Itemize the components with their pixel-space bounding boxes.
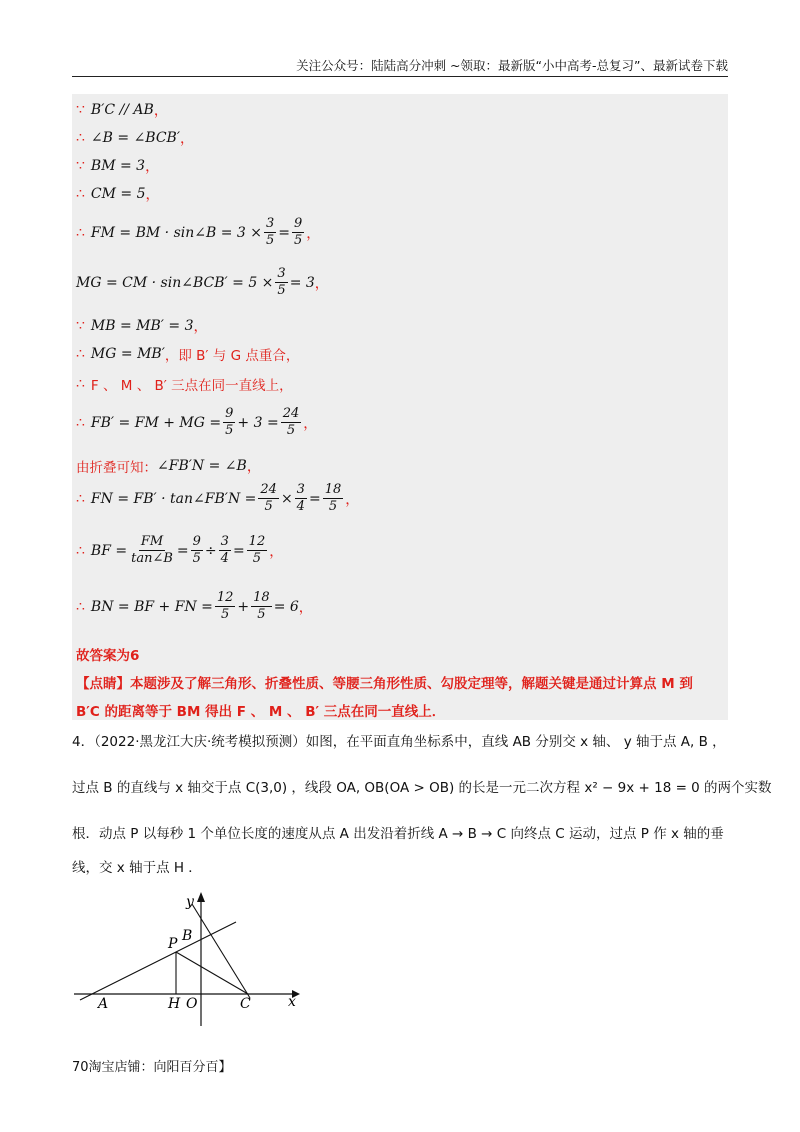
label-c: C [240, 996, 251, 1012]
solution-line-2 [76, 128, 194, 148]
solution-line-6 [76, 266, 329, 299]
therefore-symbol: ∴ [76, 376, 85, 392]
solution-panel [72, 94, 728, 720]
fraction: $\frac{12}{5}$ [248, 534, 266, 566]
key-point-line-2: B′C 的距离等于 BM 得出 F 、 M 、 B′ 三点在同一直线上． [76, 704, 446, 720]
fraction: $\frac{3}{4}$ [220, 534, 229, 566]
fraction: $\frac{FM}{\tan\angle B}$ [131, 534, 173, 566]
math-expression: + 3 = [237, 414, 279, 431]
label-y: y [186, 894, 194, 910]
fraction: $\frac{24}{5}$ [282, 406, 300, 438]
label-b: B [182, 928, 193, 944]
problem-line-4: 线，交 x 轴于点 H ． [72, 860, 202, 876]
punctuation: ， [193, 319, 208, 335]
equals-sign: = [308, 490, 321, 507]
fraction: $\frac{18}{5}$ [324, 482, 342, 514]
math-expression: ÷ [204, 542, 217, 559]
math-expression: B′C // AB [90, 102, 154, 118]
math-expression: + [237, 598, 250, 615]
punctuation: ， [306, 225, 321, 242]
equals-sign: = [232, 542, 245, 559]
explanation-text: ，即 B′ 与 G 点重合， [164, 348, 300, 364]
explanation-text: F 、 M 、 B′ 三点在同一直线上， [90, 378, 293, 394]
equals-sign: = [176, 542, 189, 559]
math-expression: MG = MB′ [90, 346, 165, 362]
answer-line: 故答案为6 [76, 648, 140, 664]
math-expression: BN = BF + FN = [90, 598, 213, 615]
problem-line-3: 根．动点 P 以每秒 1 个单位长度的速度从点 A 出发沿着折线 A → B → C 向终点 C 运动，过点 P 作 x 轴的垂 [72, 826, 724, 842]
because-symbol: ∵ [76, 158, 85, 174]
math-expression: = 3 [289, 274, 315, 291]
fraction: $\frac{9}{5}$ [294, 216, 303, 248]
math-expression: = 6 [273, 598, 299, 615]
because-symbol: ∵ [76, 318, 85, 334]
therefore-symbol: ∴ [76, 542, 85, 559]
fraction: $\frac{3}{5}$ [277, 266, 286, 298]
math-expression: ∠FB′N = ∠B [157, 458, 247, 474]
key-point-line-1: 【点睛】本题涉及了解三角形、折叠性质、等腰三角形性质、勾股定理等，解题关键是通过计算点 M 到 [76, 676, 693, 692]
math-expression: FN = FB′ · tan∠FB′N = [90, 490, 257, 507]
explanation-text: 由折叠可知： [76, 460, 157, 476]
punctuation: ， [246, 459, 261, 475]
math-expression: FM = BM · sin∠B = 3 × [90, 224, 262, 241]
punctuation: ， [303, 415, 318, 432]
math-expression: ∠B = ∠BCB′ [90, 130, 181, 146]
page-footer: 70淘宝店铺：向阳百分百】 [72, 1060, 232, 1075]
solution-line-11 [76, 456, 261, 476]
coordinate-figure [70, 890, 310, 1030]
solution-line-10 [76, 406, 317, 439]
label-p: P [168, 936, 178, 952]
math-expression: FB′ = FM + MG = [90, 414, 222, 431]
label-h: H [168, 996, 181, 1012]
fraction: $\frac{3}{5}$ [266, 216, 275, 248]
solution-line-4 [76, 184, 160, 204]
solution-line-7 [76, 316, 208, 336]
therefore-symbol: ∴ [76, 186, 85, 202]
line-ab [80, 922, 236, 1000]
fraction: $\frac{12}{5}$ [216, 590, 234, 622]
header-divider [72, 76, 728, 77]
solution-line-14 [76, 590, 313, 623]
therefore-symbol: ∴ [76, 346, 85, 362]
solution-line-1 [76, 100, 168, 120]
punctuation: ， [145, 187, 160, 203]
therefore-symbol: ∴ [76, 130, 85, 146]
punctuation: ， [345, 491, 360, 508]
therefore-symbol: ∴ [76, 598, 85, 615]
solution-line-13 [76, 534, 283, 567]
solution-line-12 [76, 482, 359, 515]
fraction: $\frac{24}{5}$ [260, 482, 277, 514]
page-header: 关注公众号：陆陆高分冲刺 ~领取：最新版“小中高考-总复习”、最新试卷下载 [296, 58, 728, 73]
label-a: A [98, 996, 109, 1012]
fraction: $\frac{9}{5}$ [225, 406, 234, 438]
punctuation: ， [153, 103, 168, 119]
math-expression: MB = MB′ = 3 [90, 318, 194, 334]
y-axis-arrow [197, 892, 205, 902]
therefore-symbol: ∴ [76, 224, 85, 241]
label-o: O [186, 996, 198, 1012]
therefore-symbol: ∴ [76, 414, 85, 431]
punctuation: ， [145, 159, 160, 175]
label-x: x [288, 994, 296, 1010]
solution-line-9 [76, 374, 293, 394]
math-expression: × [280, 490, 293, 507]
solution-line-3 [76, 156, 159, 176]
fraction: $\frac{9}{5}$ [192, 534, 201, 566]
punctuation: ， [180, 131, 195, 147]
therefore-symbol: ∴ [76, 490, 85, 507]
because-symbol: ∵ [76, 102, 85, 118]
fraction: $\frac{3}{4}$ [296, 482, 305, 514]
problem-line-1: 4．（2022·黑龙江大庆·统考模拟预测）如图，在平面直角坐标系中，直线 AB 分别交 x 轴、 y 轴于点 A, B ， [72, 734, 726, 750]
punctuation: ， [269, 543, 284, 560]
fraction: $\frac{18}{5}$ [253, 590, 270, 622]
solution-line-5 [76, 216, 320, 249]
equals-sign: = [278, 224, 291, 241]
math-expression: CM = 5 [90, 186, 146, 202]
punctuation: ， [314, 275, 329, 292]
math-expression: BM = 3 [90, 158, 146, 174]
math-expression: BF = [90, 542, 128, 559]
math-expression: MG = CM · sin∠BCB′ = 5 × [76, 274, 274, 291]
segment-pc [176, 952, 248, 994]
problem-line-2: 过点 B 的直线与 x 轴交于点 C(3,0) ，线段 OA, OB(OA > OB) 的长是一元二次方程 x² − 9x + 18 = 0 的两个实数 [72, 780, 772, 796]
punctuation: ， [298, 599, 313, 616]
solution-line-8 [76, 344, 299, 364]
